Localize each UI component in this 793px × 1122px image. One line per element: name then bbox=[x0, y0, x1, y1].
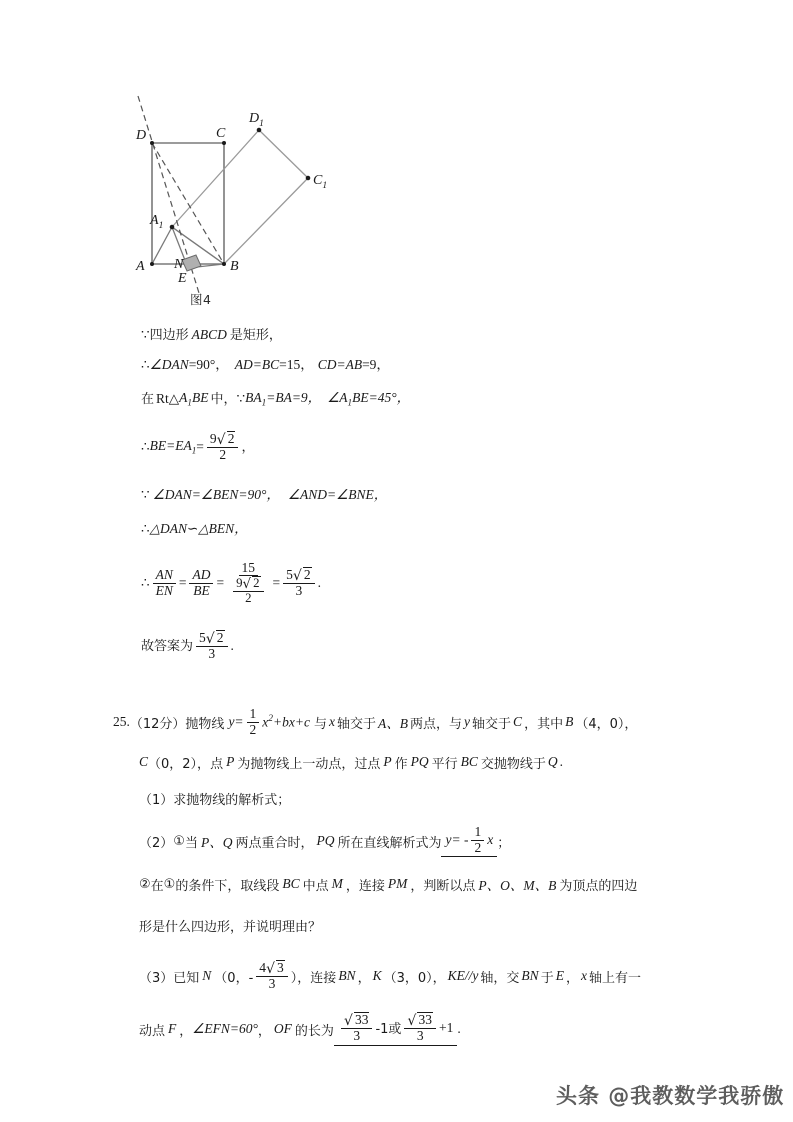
triangle-symbol-3: △ bbox=[168, 391, 180, 407]
because-symbol-3: ∵ bbox=[236, 391, 246, 407]
label-E: E bbox=[178, 271, 187, 286]
proof-line-8 bbox=[141, 620, 701, 672]
triangle-ben: △BEN， bbox=[198, 521, 248, 537]
q25-sub2b-line2-text: 形是什么四边形，并说明理由？ bbox=[139, 919, 322, 935]
q25-sub3-line2-b: ， bbox=[179, 1023, 193, 1039]
q25-sub3-num: 4√ 3 bbox=[256, 960, 288, 977]
vertex-dots bbox=[150, 128, 310, 266]
q25-points-ab: A、B bbox=[378, 716, 409, 731]
q25-sub3-line2-d: 的长为 bbox=[294, 1023, 334, 1039]
proof-line-1-text-b: 是矩形， bbox=[229, 327, 282, 343]
q25-score: （12分） bbox=[129, 716, 186, 732]
proof-line-2 bbox=[141, 348, 701, 382]
final-answer-fraction bbox=[196, 630, 228, 661]
q25-sub2-a: 当 bbox=[184, 835, 198, 851]
q25-sub3-line2-a: 动点 bbox=[139, 1023, 166, 1039]
q25-sub2b-pm: PM bbox=[387, 876, 408, 891]
q25-sub3-e: E bbox=[555, 968, 564, 983]
proof-line-2-eq2: =15， bbox=[279, 357, 314, 373]
q25-sub3-ans2-den: 3 bbox=[416, 1028, 424, 1044]
therefore-symbol-4: ∴ bbox=[141, 439, 150, 455]
q25-line2-e: 交抛物线于 bbox=[480, 756, 546, 772]
q25-stem-line-1 bbox=[113, 700, 693, 744]
cd-ab: CD=AB bbox=[317, 357, 363, 373]
proof-line-3-text-a: 在 bbox=[141, 391, 155, 407]
q25-line2-c: 作 bbox=[394, 756, 408, 772]
q25-stem-a: 抛物线 bbox=[185, 716, 225, 732]
q25-point-q: Q bbox=[547, 754, 558, 769]
figure-labels bbox=[135, 111, 327, 286]
angle-equalities-2: ∠AND=∠BNE， bbox=[287, 487, 388, 503]
q25-sub3-ans-mid: -1或 bbox=[375, 1022, 402, 1038]
therefore-because-symbol-1: ∵ bbox=[141, 327, 150, 343]
q25-sub2b-a: 在 bbox=[150, 878, 164, 894]
q25-sub2b-circle: ② bbox=[139, 876, 151, 892]
label-A: A bbox=[136, 259, 145, 274]
q25-point-c2: C bbox=[139, 754, 149, 769]
q25-sub2-ans-den: 2 bbox=[474, 839, 482, 855]
proof-line-3 bbox=[141, 382, 701, 416]
q25-stem-b: 与 bbox=[313, 716, 327, 732]
q25-sub3-bn: BN bbox=[338, 968, 356, 983]
because-symbol-5: ∵ bbox=[141, 487, 150, 503]
q25-sub3-answer-fraction-1 bbox=[341, 1012, 373, 1043]
q25-sub2b-points: P、O、M、B bbox=[478, 878, 557, 893]
q25-point-b: B bbox=[565, 714, 574, 729]
nested-numerator: 9√ 2 bbox=[233, 576, 263, 592]
proof-line-4-eq: = bbox=[196, 439, 204, 455]
fifteen-numerator: 15 bbox=[239, 561, 259, 576]
q25-stem-c: 轴交于 bbox=[337, 716, 377, 732]
q25-segment-pq2: PQ bbox=[316, 833, 335, 848]
q25-sub2b-d: ，连接 bbox=[345, 878, 385, 894]
q25-sub2b-f: 为顶点的四边 bbox=[559, 878, 638, 894]
proof-line-4 bbox=[141, 416, 701, 478]
q25-sub3-answer-blank[interactable] bbox=[334, 1012, 457, 1045]
q25-sub2-answer-fraction bbox=[471, 825, 484, 854]
q25-sub3-ans2-num: √ 33 bbox=[404, 1012, 436, 1029]
proof-line-1-text-a: 四边形 bbox=[149, 327, 189, 343]
q25-sub2-tail: ； bbox=[497, 835, 511, 851]
question-25 bbox=[113, 700, 693, 1054]
q25-sub3-ans1-den: 3 bbox=[353, 1028, 361, 1044]
q25-sub2-circle-1: ① bbox=[173, 833, 185, 849]
q25-point-p2: P bbox=[383, 754, 392, 769]
similar-symbol: ∽ bbox=[186, 521, 199, 537]
q25-sub3-answer-fraction-2 bbox=[404, 1012, 436, 1043]
final-answer-numerator: 5√ 2 bbox=[196, 630, 228, 647]
q25-sub2b-circle-2: ① bbox=[163, 876, 176, 892]
label-A1: $A_1$ bbox=[150, 213, 164, 231]
geometry-figure bbox=[108, 78, 368, 318]
q25-sub2-c: 所在直线解析式为 bbox=[337, 835, 442, 851]
result-numerator: 5√ 2 bbox=[283, 567, 315, 584]
label-C1: $C_1$ bbox=[313, 173, 328, 191]
result-denominator: 3 bbox=[295, 583, 303, 599]
q25-y-axis: y bbox=[464, 714, 471, 729]
q25-sub2-answer-blank[interactable] bbox=[441, 825, 497, 856]
label-C: C bbox=[216, 126, 226, 141]
rotated-rectangle-a1bc1d1 bbox=[172, 130, 308, 264]
q25-frac-den: 2 bbox=[249, 721, 257, 737]
label-N: N bbox=[174, 257, 184, 272]
ad-numerator: AD bbox=[189, 568, 213, 583]
be-ea1: $BE=EA_1$ bbox=[149, 437, 197, 456]
q25-sub3-ans-plus: +1 bbox=[438, 1019, 454, 1035]
angle-dan: ∠DAN bbox=[149, 357, 189, 373]
q25-segment-bc: BC bbox=[460, 754, 478, 769]
angle-a1be: $\angle A_1BE=45^\circ$， bbox=[327, 389, 411, 408]
q25-sub3-of: OF bbox=[273, 1021, 292, 1036]
q25-sub3-angle: ∠EFN=60° bbox=[192, 1021, 258, 1036]
label-B: B bbox=[230, 259, 239, 274]
ba1-equation: $BA_1=BA=9$， bbox=[245, 389, 322, 408]
q25-stem-e: 轴交于 bbox=[472, 716, 512, 732]
angle-equalities-1: ∠DAN=∠BEN=90°， bbox=[152, 487, 280, 503]
q25-stem-line-2 bbox=[113, 744, 693, 780]
q25-coefficient-fraction bbox=[247, 707, 260, 736]
q25-sub2-answer-x: x bbox=[487, 832, 494, 847]
nested-denominator: 2 bbox=[245, 590, 252, 605]
q25-point-p: P bbox=[226, 754, 235, 769]
q25-sub2b-bc: BC bbox=[282, 876, 300, 891]
q25-sub3-close: ），连接 bbox=[290, 970, 337, 986]
q25-sub2-ans-num: 1 bbox=[471, 825, 484, 840]
q25-sub2-prefix: （2） bbox=[139, 835, 174, 851]
watermark-toutiao: 头条 @我教数学我骄傲 bbox=[556, 1084, 785, 1108]
proof-line-7-tail: . bbox=[317, 575, 322, 591]
rt-prefix: Rt bbox=[156, 391, 169, 407]
q25-sub3-n-fraction bbox=[256, 960, 288, 991]
figure-caption: 图4 bbox=[190, 292, 212, 307]
q25-line2-f: . bbox=[559, 754, 564, 769]
q25-sub3-d: 轴上有一 bbox=[588, 970, 641, 986]
nested-fraction-denominator bbox=[227, 576, 269, 606]
proof-line-3-text-b: 中， bbox=[210, 391, 237, 407]
proof-line-4-tail: ， bbox=[241, 439, 255, 455]
triangle-a1be: $A_1BE$ bbox=[179, 389, 209, 408]
q25-stem-f: ，其中 bbox=[524, 716, 564, 732]
q25-sub3-line2-c: ， bbox=[257, 1023, 271, 1039]
final-answer-label: 故答案为 bbox=[141, 638, 194, 654]
q25-sub2b-line1 bbox=[113, 866, 693, 902]
fraction-ad-over-be bbox=[189, 568, 213, 597]
proof-line-7-eq2: = bbox=[216, 575, 225, 591]
q25-sub3-k: K bbox=[372, 968, 382, 983]
triangle-dan: △DAN bbox=[149, 521, 187, 537]
q25-sub3-f: F bbox=[168, 1021, 177, 1036]
q25-sub2b-line2 bbox=[113, 902, 693, 948]
q25-sub3-ans1-num: √ 33 bbox=[341, 1012, 373, 1029]
fraction-numerator: 9√ 2 bbox=[207, 431, 239, 448]
q25-sub3-k-coord: （3，0）， bbox=[383, 970, 446, 986]
therefore-symbol-6: ∴ bbox=[141, 521, 150, 537]
proof-line-6 bbox=[141, 512, 701, 546]
fraction-an-over-en bbox=[153, 568, 176, 597]
q25-sub2b-b: 的条件下，取线段 bbox=[175, 878, 280, 894]
proof-line-1-var: ABCD bbox=[191, 327, 227, 343]
q25-x-term: $x^2+bx+c$ bbox=[262, 713, 310, 730]
q25-sub3-den: 3 bbox=[268, 976, 276, 992]
q25-sub1 bbox=[113, 780, 693, 816]
en-denominator: EN bbox=[155, 582, 173, 598]
fraction-5sqrt2-over-3 bbox=[283, 567, 315, 598]
q25-x-axis: x bbox=[329, 714, 335, 729]
proof-line-7-eq3: = bbox=[272, 575, 281, 591]
therefore-symbol-2: ∴ bbox=[141, 357, 150, 373]
q25-sub3-a: 轴，交 bbox=[480, 970, 520, 986]
proof-line-7 bbox=[141, 546, 701, 620]
fraction-15-over-9sqrt2-2 bbox=[227, 561, 269, 606]
q25-sub3-ke: KE//y bbox=[447, 968, 479, 983]
q25-point-c: C bbox=[513, 714, 523, 729]
fraction-9sqrt2-over-2 bbox=[207, 431, 239, 462]
q25-line2-a: 点 bbox=[210, 756, 224, 772]
q25-sub2b-m: M bbox=[331, 876, 343, 891]
proof-line-2-eq1: =90°， bbox=[188, 357, 229, 373]
final-answer-denominator: 3 bbox=[208, 646, 216, 662]
label-D: D bbox=[136, 128, 147, 143]
q25-line2-b: 为抛物线上一动点，过点 bbox=[237, 756, 381, 772]
q25-sub3-n: N bbox=[202, 968, 212, 983]
q25-sub2b-e: ，判断以点 bbox=[410, 878, 476, 894]
q25-point-c-coord: （0，2）， bbox=[148, 756, 211, 772]
label-D1: $D_1$ bbox=[249, 111, 264, 129]
q25-sub2-answer-y: y= - bbox=[445, 832, 469, 847]
q25-sub3-open: （0，- bbox=[214, 970, 254, 986]
q25-sub3-c: ， bbox=[565, 970, 579, 986]
proof-line-7-eq1: = bbox=[178, 575, 187, 591]
q25-sub2-b: 两点重合时， bbox=[235, 835, 314, 851]
ad-bc: AD=BC bbox=[234, 357, 280, 373]
proof-line-5 bbox=[141, 478, 701, 512]
proof-block bbox=[141, 322, 701, 672]
q25-sub2-line1 bbox=[113, 816, 693, 866]
q25-sub3-period: . bbox=[457, 1021, 461, 1036]
nested-fraction bbox=[233, 576, 263, 606]
q25-sub3-x: x bbox=[580, 968, 587, 983]
q25-sub3-bn2: BN bbox=[521, 968, 539, 983]
q25-sub2b-c: 中点 bbox=[302, 878, 329, 894]
q25-points-pq: P、Q bbox=[200, 835, 233, 850]
q25-point-b-coord: （4，0）， bbox=[575, 716, 638, 732]
right-angle-marker bbox=[182, 255, 201, 271]
q25-sub3-line2 bbox=[113, 1004, 693, 1054]
q25-y-equals: y= bbox=[228, 714, 244, 729]
q25-sub3-b: 于 bbox=[540, 970, 554, 986]
q25-frac-num: 1 bbox=[247, 707, 260, 722]
q25-line2-d: 平行 bbox=[431, 756, 458, 772]
an-numerator: AN bbox=[153, 568, 176, 583]
q25-sub3-line1 bbox=[113, 948, 693, 1004]
q25-sub1-text: （1）求抛物线的解析式； bbox=[139, 792, 291, 808]
be-denominator: BE bbox=[193, 582, 210, 598]
therefore-symbol-7: ∴ bbox=[141, 575, 150, 591]
q25-segment-pq: PQ bbox=[410, 754, 429, 769]
q25-number: 25. bbox=[113, 714, 130, 729]
final-answer-period: . bbox=[230, 638, 234, 654]
proof-line-2-eq3: =9， bbox=[362, 357, 390, 373]
proof-line-1 bbox=[141, 322, 701, 348]
q25-stem-d: 两点，与 bbox=[410, 716, 463, 732]
q25-sub3-prefix: （3）已知 bbox=[139, 970, 200, 986]
q25-sub3-comma: ， bbox=[357, 970, 371, 986]
fraction-denominator: 2 bbox=[219, 447, 227, 463]
